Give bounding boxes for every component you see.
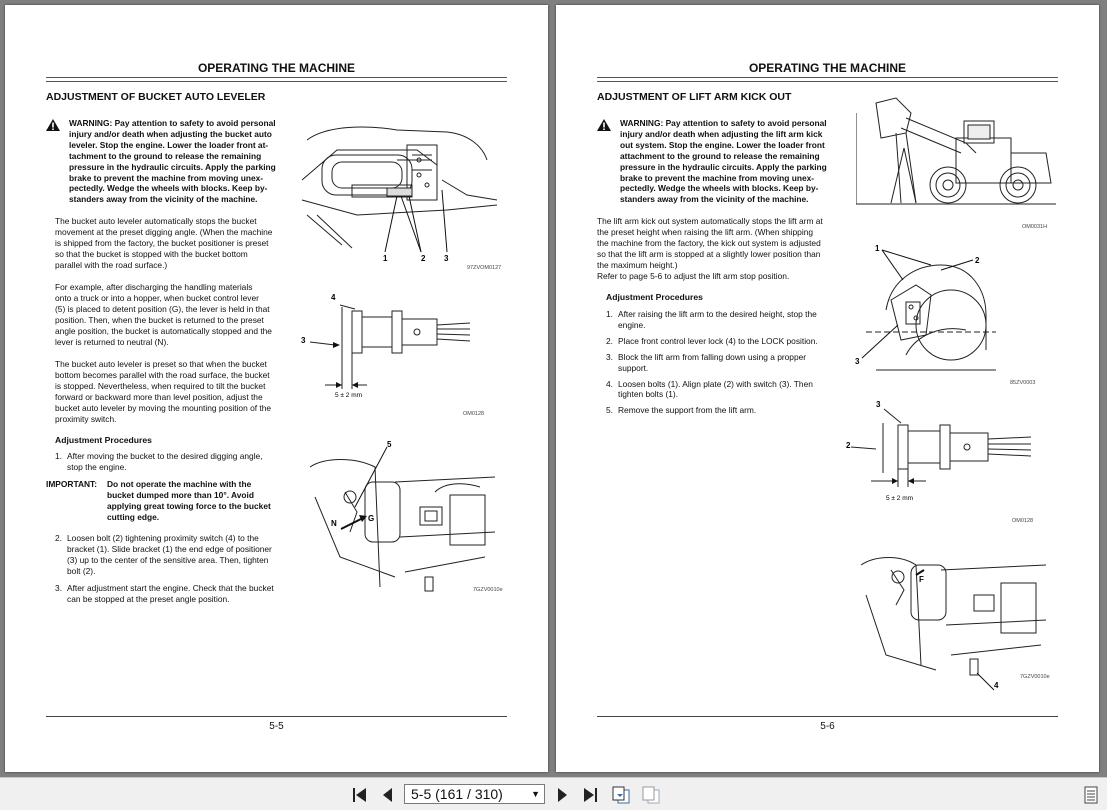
first-page-icon[interactable] — [350, 785, 370, 805]
fig-label-3: 3 — [876, 400, 881, 409]
header-rule — [46, 77, 507, 82]
intro-paragraph: The lift arm kick out system automatically stops the lift arm at the preset height when raising the lift arm. (When shipping the machine from the factory, the kick out system is adjusted so that the lift arm is stopped at a slightly lower position than the maximum height.) Refer to page 5-6 to adjust the lift arm stop position. — [597, 216, 823, 281]
fig-label-n: N — [331, 519, 337, 528]
step-2: 2. Loosen bolt (2) tightening proximity switch (4) to the bracket (1). Slide bracket (1) the end edge of positioner (3) up to the center of the sensitive area. Then, tighten bolt (2). — [55, 533, 272, 576]
warning-triangle-icon — [596, 118, 612, 132]
last-page-icon[interactable] — [580, 785, 600, 805]
control-lever-figure — [305, 437, 505, 595]
figure-code: 85ZV0003 — [1010, 380, 1036, 385]
previous-page-icon[interactable] — [378, 785, 398, 805]
viewer-toolbar — [0, 777, 1107, 810]
dimension-label: 5 ± 2 mm — [886, 495, 914, 502]
next-page-icon[interactable] — [552, 785, 572, 805]
figure-code: 7GZV0010e — [1020, 674, 1050, 680]
document-menu-icon[interactable] — [1081, 785, 1101, 805]
header-rule — [597, 77, 1058, 82]
step-3: 3. After adjustment start the engine. Check that the bucket can be stopped at the preset angle position. — [55, 583, 274, 604]
procedure-steps — [606, 309, 846, 421]
fig-label-1: 1 — [875, 244, 880, 253]
left-page — [5, 5, 548, 772]
page-selector[interactable] — [404, 784, 545, 804]
fig-label-3b: 3 — [301, 336, 306, 345]
step-5: 5. Remove the support from the lift arm. — [606, 405, 757, 416]
step-1: 1. After moving the bucket to the desired digging angle, stop the engine. — [55, 451, 263, 472]
figure-code: OM0128 — [463, 411, 485, 417]
important-text: Do not operate the machine with the bucket dumped more than 10°. Avoid applying great towing force to the bucket cutting edge. — [107, 479, 271, 522]
figure-code: OM0128 — [1012, 518, 1034, 524]
dimension-label: 5 ± 2 mm — [335, 392, 363, 399]
warning-text: WARNING: Pay attention to safety to avoid personal injury and/or death when adjusting the lift arm kick out system. Stop the engine. Lower the loader front attachment to the ground to release the remaining pressure in the hydraulic circuits. Apply the parking brake to prevent the machine from moving unex- pectedly. Wedge the wheels with blocks. Keep by- standers away from the vicinity of the machine. — [620, 118, 827, 205]
page-selector-value: 5-5 (161 / 310) — [411, 786, 503, 802]
kickout-plate-figure — [846, 240, 1056, 385]
important-label: IMPORTANT: — [46, 479, 98, 489]
preset-paragraph: The bucket auto leveler is preset so that when the bucket bottom becomes parallel with the road surface, the bucket is stopped. Nevertheless, when required to tilt the bucket forward or backward more than level position, adjust the bucket auto leveler by moving the mounting position of the proximity switch. — [55, 359, 272, 424]
single-page-view-icon[interactable] — [611, 785, 631, 805]
fig-label-3: 3 — [855, 357, 860, 366]
fig-label-2: 2 — [421, 254, 426, 263]
page-header: OPERATING THE MACHINE — [748, 61, 907, 75]
page-number: 5-5 — [269, 721, 284, 732]
fig-label-f: F — [919, 575, 924, 584]
right-page — [556, 5, 1099, 772]
intro-paragraph: The bucket auto leveler automatically stops the bucket movement at the preset digging angle. (When the machine is shipped from the factory, the bucket positioner is preset so that the bucket is stopped with the bucket bottom parallel with the road surface.) — [55, 216, 273, 270]
fig-label-4: 4 — [994, 681, 999, 690]
footer-rule — [597, 716, 1058, 717]
proximity-switch-figure — [295, 287, 505, 417]
lever-lock-figure — [856, 545, 1056, 695]
procedures-heading: Adjustment Procedures — [55, 435, 152, 445]
footer-rule — [46, 716, 507, 717]
fig-label-4: 4 — [331, 293, 336, 302]
figure-code: 7GZV0010e — [473, 587, 503, 593]
step-2: 2. Place front control lever lock (4) to the LOCK position. — [606, 335, 818, 346]
warning-text: WARNING: Pay attention to safety to avoid personal injury and/or death when adjusting the bucket auto leveler. Stop the engine. Lower the loader front at- tachment to the ground to release the remaining pressure in the hydraulic circuits. Apply the parking brake to prevent the machine from moving unex- pectedly. Wedge the wheels with blocks. Keep by- standers away from the vicinity of the machine. — [69, 118, 276, 205]
two-page-view-icon[interactable] — [641, 785, 661, 805]
procedures-heading: Adjustment Procedures — [606, 292, 703, 302]
step-4: 4. Loosen bolts (1). Align plate (2) with switch (3). Then tighten bolts (1). — [606, 378, 813, 400]
fig-label-3: 3 — [444, 254, 449, 263]
fig-label-5: 5 — [387, 440, 392, 449]
page-number: 5-6 — [820, 721, 835, 732]
example-paragraph: For example, after discharging the handling materials onto a truck or into a hopper, when bucket control lever (5) is placed to detent position (G), the lever is held in that position. Then, when the bucket is returned to the preset angle position, the bucket is automatically stopped and the lever is returned to neutral (N). — [55, 282, 272, 347]
fig-label-g: G — [368, 514, 375, 523]
fig-label-2: 2 — [846, 441, 851, 450]
fig-label-1: 1 — [383, 254, 388, 263]
proximity-switch-figure — [846, 395, 1056, 525]
section-title: ADJUSTMENT OF BUCKET AUTO LEVELER — [46, 91, 266, 103]
step-1: 1. After raising the lift arm to the desired height, stop the engine. — [606, 309, 817, 330]
page-header: OPERATING THE MACHINE — [197, 61, 356, 75]
warning-triangle-icon — [45, 118, 61, 132]
wheel-loader-figure — [856, 93, 1056, 233]
positioner-assembly-figure — [297, 120, 507, 272]
figure-code: OM0031H — [1022, 224, 1048, 230]
dropdown-arrow-icon: ▼ — [531, 789, 540, 799]
step-3: 3. Block the lift arm from falling down using a propper support. — [606, 351, 807, 373]
fig-label-2: 2 — [975, 256, 980, 265]
section-title: ADJUSTMENT OF LIFT ARM KICK OUT — [597, 91, 792, 103]
figure-code: 97ZVOM0127 — [467, 265, 502, 271]
